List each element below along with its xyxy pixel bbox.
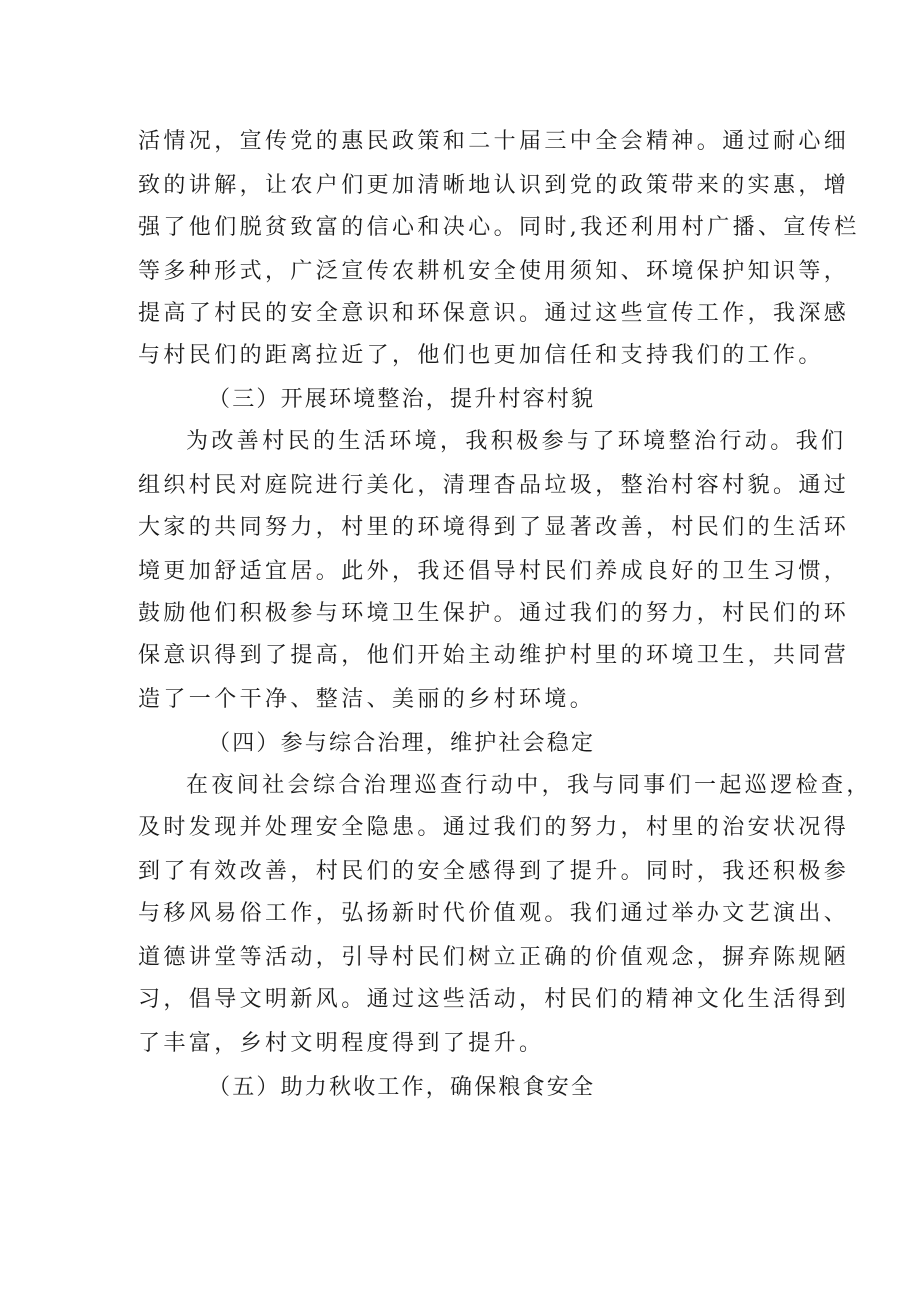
section-heading-4: （四）参与综合治理，维护社会稳定 — [208, 731, 596, 756]
body-text-line: 鼓励他们积极参与环境卫生保护。通过我们的努力，村民们的环 — [138, 601, 850, 626]
body-text-line: 与移风易俗工作，弘扬新时代价值观。我们通过举办文艺演出、 — [138, 901, 850, 926]
body-text-line: 提高了村民的安全意识和环保意识。通过这些宣传工作，我深感 — [138, 301, 850, 326]
body-text-line: 组织村民对庭院进行美化，清理杳品垃圾，整治村容村貌。通过 — [138, 473, 850, 498]
body-text-line: 等多种形式，广泛宣传农耕机安全使用须知、环境保护知识等， — [138, 259, 850, 284]
body-text-line: 强了他们脱贫致富的信心和决心。同时,我还利用村广播、宣传栏 — [138, 215, 860, 240]
body-text-line: 致的讲解，让农户们更加清晰地认识到党的政策带来的实惠，增 — [138, 173, 850, 198]
body-text-line: 为改善村民的生活环境，我积极参与了环境整治行动。我们 — [186, 429, 847, 454]
body-text-line: 境更加舒适宜居。此外，我还倡导村民们养成良好的卫生习惯， — [138, 559, 850, 584]
body-text-line: 到了有效改善，村民们的安全感得到了提升。同时，我还积极参 — [138, 859, 850, 884]
body-text-line: 活情况，宣传党的惠民政策和二十届三中全会精神。通过耐心细 — [138, 129, 850, 154]
section-heading-5: （五）助力秋收工作，确保粮食安全 — [208, 1075, 596, 1100]
section-heading-3: （三）开展环境整治，提升村容村貌 — [208, 387, 596, 412]
body-text-line: 大家的共同努力，村里的环境得到了显著改善，村民们的生活环 — [138, 515, 850, 540]
body-text-line: 造了一个干净、整洁、美丽的乡村环境。 — [138, 687, 596, 712]
body-text-line: 道德讲堂等活动，引导村民们树立正确的价值观念，摒弃陈规陋 — [138, 945, 850, 970]
body-text-line: 与村民们的距离拉近了，他们也更加信任和支持我们的工作。 — [138, 343, 824, 368]
body-text-line: 及时发现并处理安全隐患。通过我们的努力，村里的治安状况得 — [138, 815, 850, 840]
body-text-line: 习，倡导文明新风。通过这些活动，村民们的精神文化生活得到 — [138, 987, 850, 1012]
body-text-line: 在夜间社会综合治理巡查行动中，我与同事们一起巡逻检查， — [186, 773, 872, 798]
body-text-line: 保意识得到了提高，他们开始主动维护村里的环境卫生，共同营 — [138, 643, 850, 668]
body-text-line: 了丰富，乡村文明程度得到了提升。 — [138, 1031, 545, 1056]
